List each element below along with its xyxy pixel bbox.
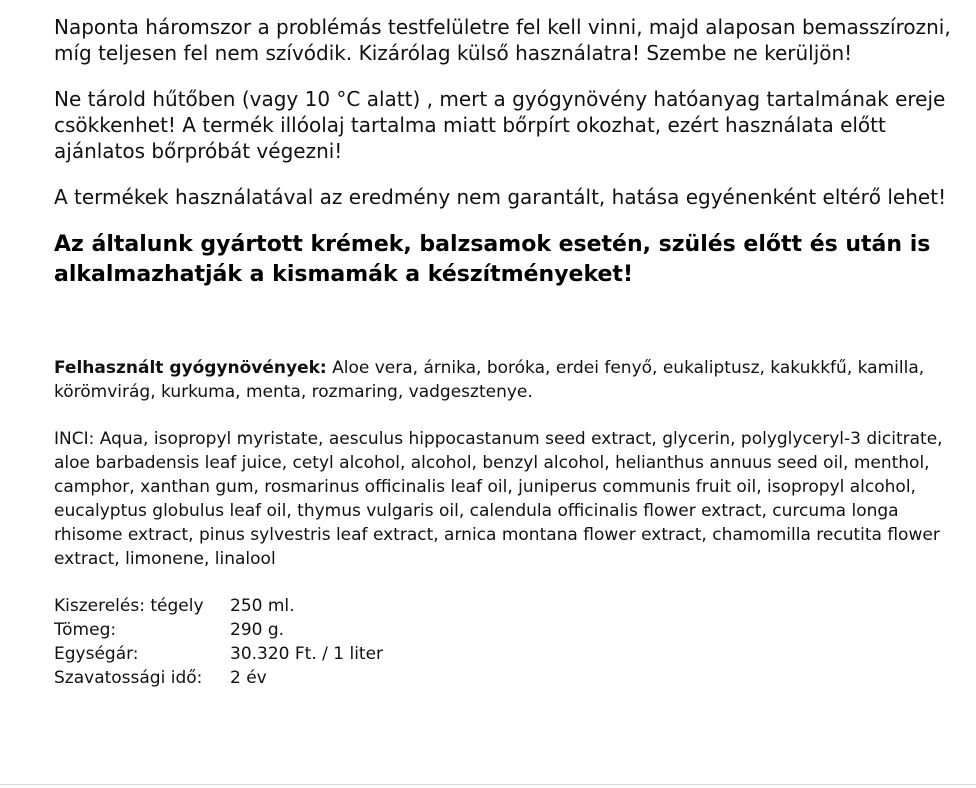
spec-value: 250 ml. — [230, 596, 295, 616]
spec-row — [54, 666, 383, 690]
herbs-paragraph — [54, 356, 954, 404]
inci-paragraph: INCI: Aqua, isopropyl myristate, aesculus hippocastanum seed extract, glycerin, polyglyceryl-3 dicitrate, aloe barbadensis leaf juice, cetyl alcohol, alcohol, benzyl alcohol, helianthus annuus seed oil, menthol, camphor, xanthan gum, rosmarinus officinalis leaf oil, juniperus communis fruit oil, isopropyl alcohol, eucalyptus globulus leaf oil, thymus vulgaris oil, calendula officinalis flower extract, curcuma longa rhisome extract, pinus sylvestris leaf extract, arnica montana flower extract, chamomilla recutita flower extract, limonene, linalool — [54, 429, 943, 569]
spec-row — [54, 618, 383, 642]
specs-table — [54, 594, 383, 690]
product-description — [54, 14, 954, 690]
spec-row — [54, 642, 383, 666]
spec-value: 30.320 Ft. / 1 liter — [230, 644, 384, 664]
usage-paragraph: Naponta háromszor a problémás testfelületre fel kell vinni, majd alaposan bemasszírozni, míg teljesen fel nem szívódik. Kizárólag külső használatra! Szembe ne kerüljön! — [54, 15, 951, 65]
spec-label: Egységár: — [54, 644, 139, 664]
herbs-list: Aloe vera, árnika, boróka, erdei fenyő, eukaliptusz, kakukkfű, kamilla, körömvirág, kurkuma, menta, rozmaring, vadgesztenye. — [54, 358, 925, 402]
spec-value: 2 év — [230, 668, 267, 688]
disclaimer-paragraph: A termékek használatával az eredmény nem garantált, hatása egyénenként eltérő lehet! — [54, 185, 947, 209]
spec-value: 290 g. — [230, 620, 285, 640]
spec-label: Tömeg: — [54, 620, 117, 640]
storage-paragraph: Ne tárold hűtőben (vagy 10 °C alatt) , mert a gyógynövény hatóanyag tartalmának ereje csökkenhet! A termék illóolaj tartalma miatt bőrpírt okozhat, ezért használata előtt ajánlatos bőrpróbát végezni! — [54, 87, 946, 163]
pregnancy-headline: Az általunk gyártott krémek, balzsamok esetén, szülés előtt és után is alkalmazhatják a kismamák a készítményeket! — [54, 232, 931, 287]
spec-row — [54, 594, 383, 618]
herbs-label: Felhasznált gyógynövények: — [54, 358, 327, 378]
spec-label: Kiszerelés: tégely — [54, 596, 204, 616]
spec-label: Szavatossági idő: — [54, 668, 203, 688]
bottom-divider — [0, 784, 976, 785]
